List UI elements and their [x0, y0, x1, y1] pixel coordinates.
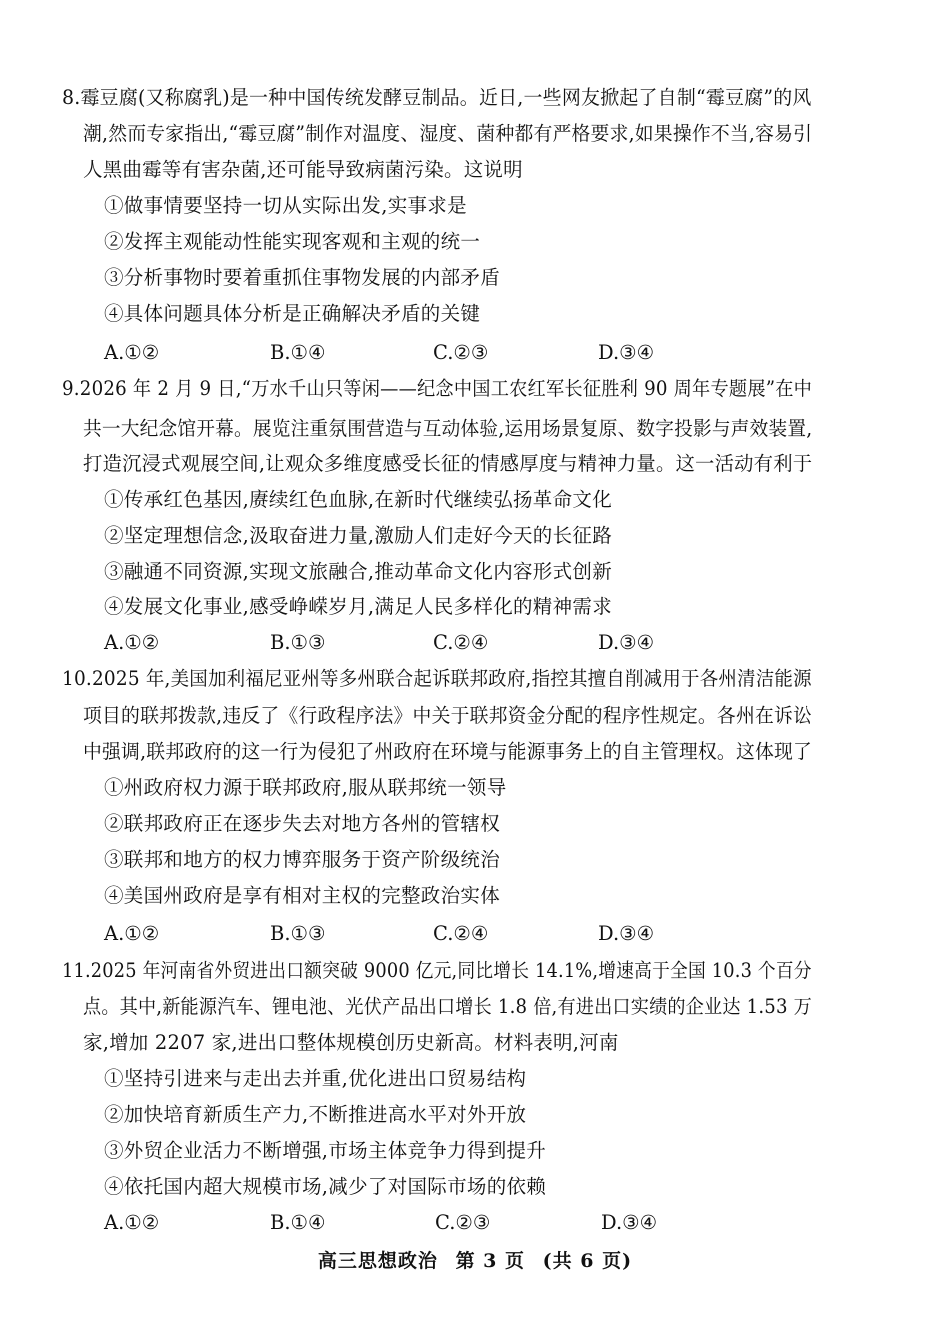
question-stem-line: 8.霉豆腐(又称腐乳)是一种中国传统发酵豆制品。近日,一些网友掀起了自制“霉豆腐”的风	[62, 86, 812, 109]
question-stem-line: 潮,然而专家指出,“霉豆腐”制作对温度、湿度、菌种都有严格要求,如果操作不当,容易引	[83, 122, 813, 145]
statement-option: ④美国州政府是享有相对主权的完整政治实体	[104, 884, 501, 907]
answer-choice-c: C.②④	[433, 922, 489, 945]
statement-option: ②联邦政府正在逐步失去对地方各州的管辖权	[104, 812, 501, 835]
question-stem-line: 人黑曲霉等有害杂菌,还可能导致病菌污染。这说明	[83, 158, 523, 181]
statement-option: ①传承红色基因,赓续红色血脉,在新时代继续弘扬革命文化	[104, 488, 612, 511]
question-stem-line: 共一大纪念馆开幕。展览注重氛围营造与互动体验,运用场景复原、数字投影与声效装置,	[83, 417, 813, 440]
statement-option: ④依托国内超大规模市场,减少了对国际市场的依赖	[104, 1175, 547, 1198]
statement-option: ④发展文化事业,感受峥嵘岁月,满足人民多样化的精神需求	[104, 595, 612, 618]
statement-option: ①做事情要坚持一切从实际出发,实事求是	[104, 194, 467, 217]
statement-option: ①州政府权力源于联邦政府,服从联邦统一领导	[104, 776, 507, 799]
question-stem-line: 10.2025 年,美国加利福尼亚州等多州联合起诉联邦政府,指控其擅自削减用于各州清洁能源	[62, 667, 812, 690]
statement-option: ④具体问题具体分析是正确解决矛盾的关键	[104, 302, 481, 325]
answer-choice-b: B.①④	[270, 341, 326, 364]
answer-choice-d: D.③④	[598, 922, 655, 945]
answer-choice-c: C.②④	[433, 631, 489, 654]
answer-choice-b: B.①④	[270, 1211, 326, 1234]
statement-option: ②坚定理想信念,汲取奋进力量,激励人们走好今天的长征路	[104, 524, 612, 547]
statement-option: ③联邦和地方的权力博弈服务于资产阶级统治	[104, 848, 501, 871]
answer-choice-c: C.②③	[435, 1211, 491, 1234]
statement-option: ③分析事物时要着重抓住事物发展的内部矛盾	[104, 266, 501, 289]
statement-option: ②发挥主观能动性能实现客观和主观的统一	[104, 230, 481, 253]
answer-choice-d: D.③④	[598, 631, 655, 654]
footer-total-pages: (共 6 页)	[542, 1250, 633, 1272]
footer-page-number: 第 3 页	[455, 1250, 526, 1272]
page-footer	[0, 1249, 950, 1273]
question-stem-line: 点。其中,新能源汽车、锂电池、光伏产品出口增长 1.8 倍,有进出口实绩的企业达 1.53 万	[83, 995, 812, 1018]
answer-choice-c: C.②③	[433, 341, 489, 364]
statement-option: ①坚持引进来与走出去并重,优化进出口贸易结构	[104, 1067, 527, 1090]
statement-option: ③外贸企业活力不断增强,市场主体竞争力得到提升	[104, 1139, 547, 1162]
answer-choice-d: D.③④	[598, 341, 655, 364]
answer-choice-b: B.①③	[270, 631, 326, 654]
question-stem-line: 家,增加 2207 家,进出口整体规模创历史新高。材料表明,河南	[83, 1031, 619, 1054]
statement-option: ②加快培育新质生产力,不断推进高水平对外开放	[104, 1103, 527, 1126]
question-stem-line: 中强调,联邦政府的这一行为侵犯了州政府在环境与能源事务上的自主管理权。这体现了	[83, 740, 813, 763]
question-stem-line: 打造沉浸式观展空间,让观众多维度感受长征的情感厚度与精神力量。这一活动有利于	[83, 452, 813, 475]
footer-subject: 高三思想政治	[317, 1250, 438, 1272]
answer-choice-a: A.①②	[104, 341, 160, 364]
answer-choice-a: A.①②	[104, 1211, 160, 1234]
question-stem-line: 9.2026 年 2 月 9 日,“万水千山只等闲——纪念中国工农红军长征胜利 90 周年专题展”在中	[62, 377, 813, 400]
question-stem-line: 项目的联邦拨款,违反了《行政程序法》中关于联邦资金分配的程序性规定。各州在诉讼	[83, 704, 813, 727]
question-stem-line: 11.2025 年河南省外贸进出口额突破 9000 亿元,同比增长 14.1%,增速高于全国 10.3 个百分	[62, 959, 812, 982]
answer-choice-b: B.①③	[270, 922, 326, 945]
answer-choice-a: A.①②	[104, 922, 160, 945]
statement-option: ③融通不同资源,实现文旅融合,推动革命文化内容形式创新	[104, 560, 612, 583]
answer-choice-a: A.①②	[104, 631, 160, 654]
answer-choice-d: D.③④	[601, 1211, 658, 1234]
